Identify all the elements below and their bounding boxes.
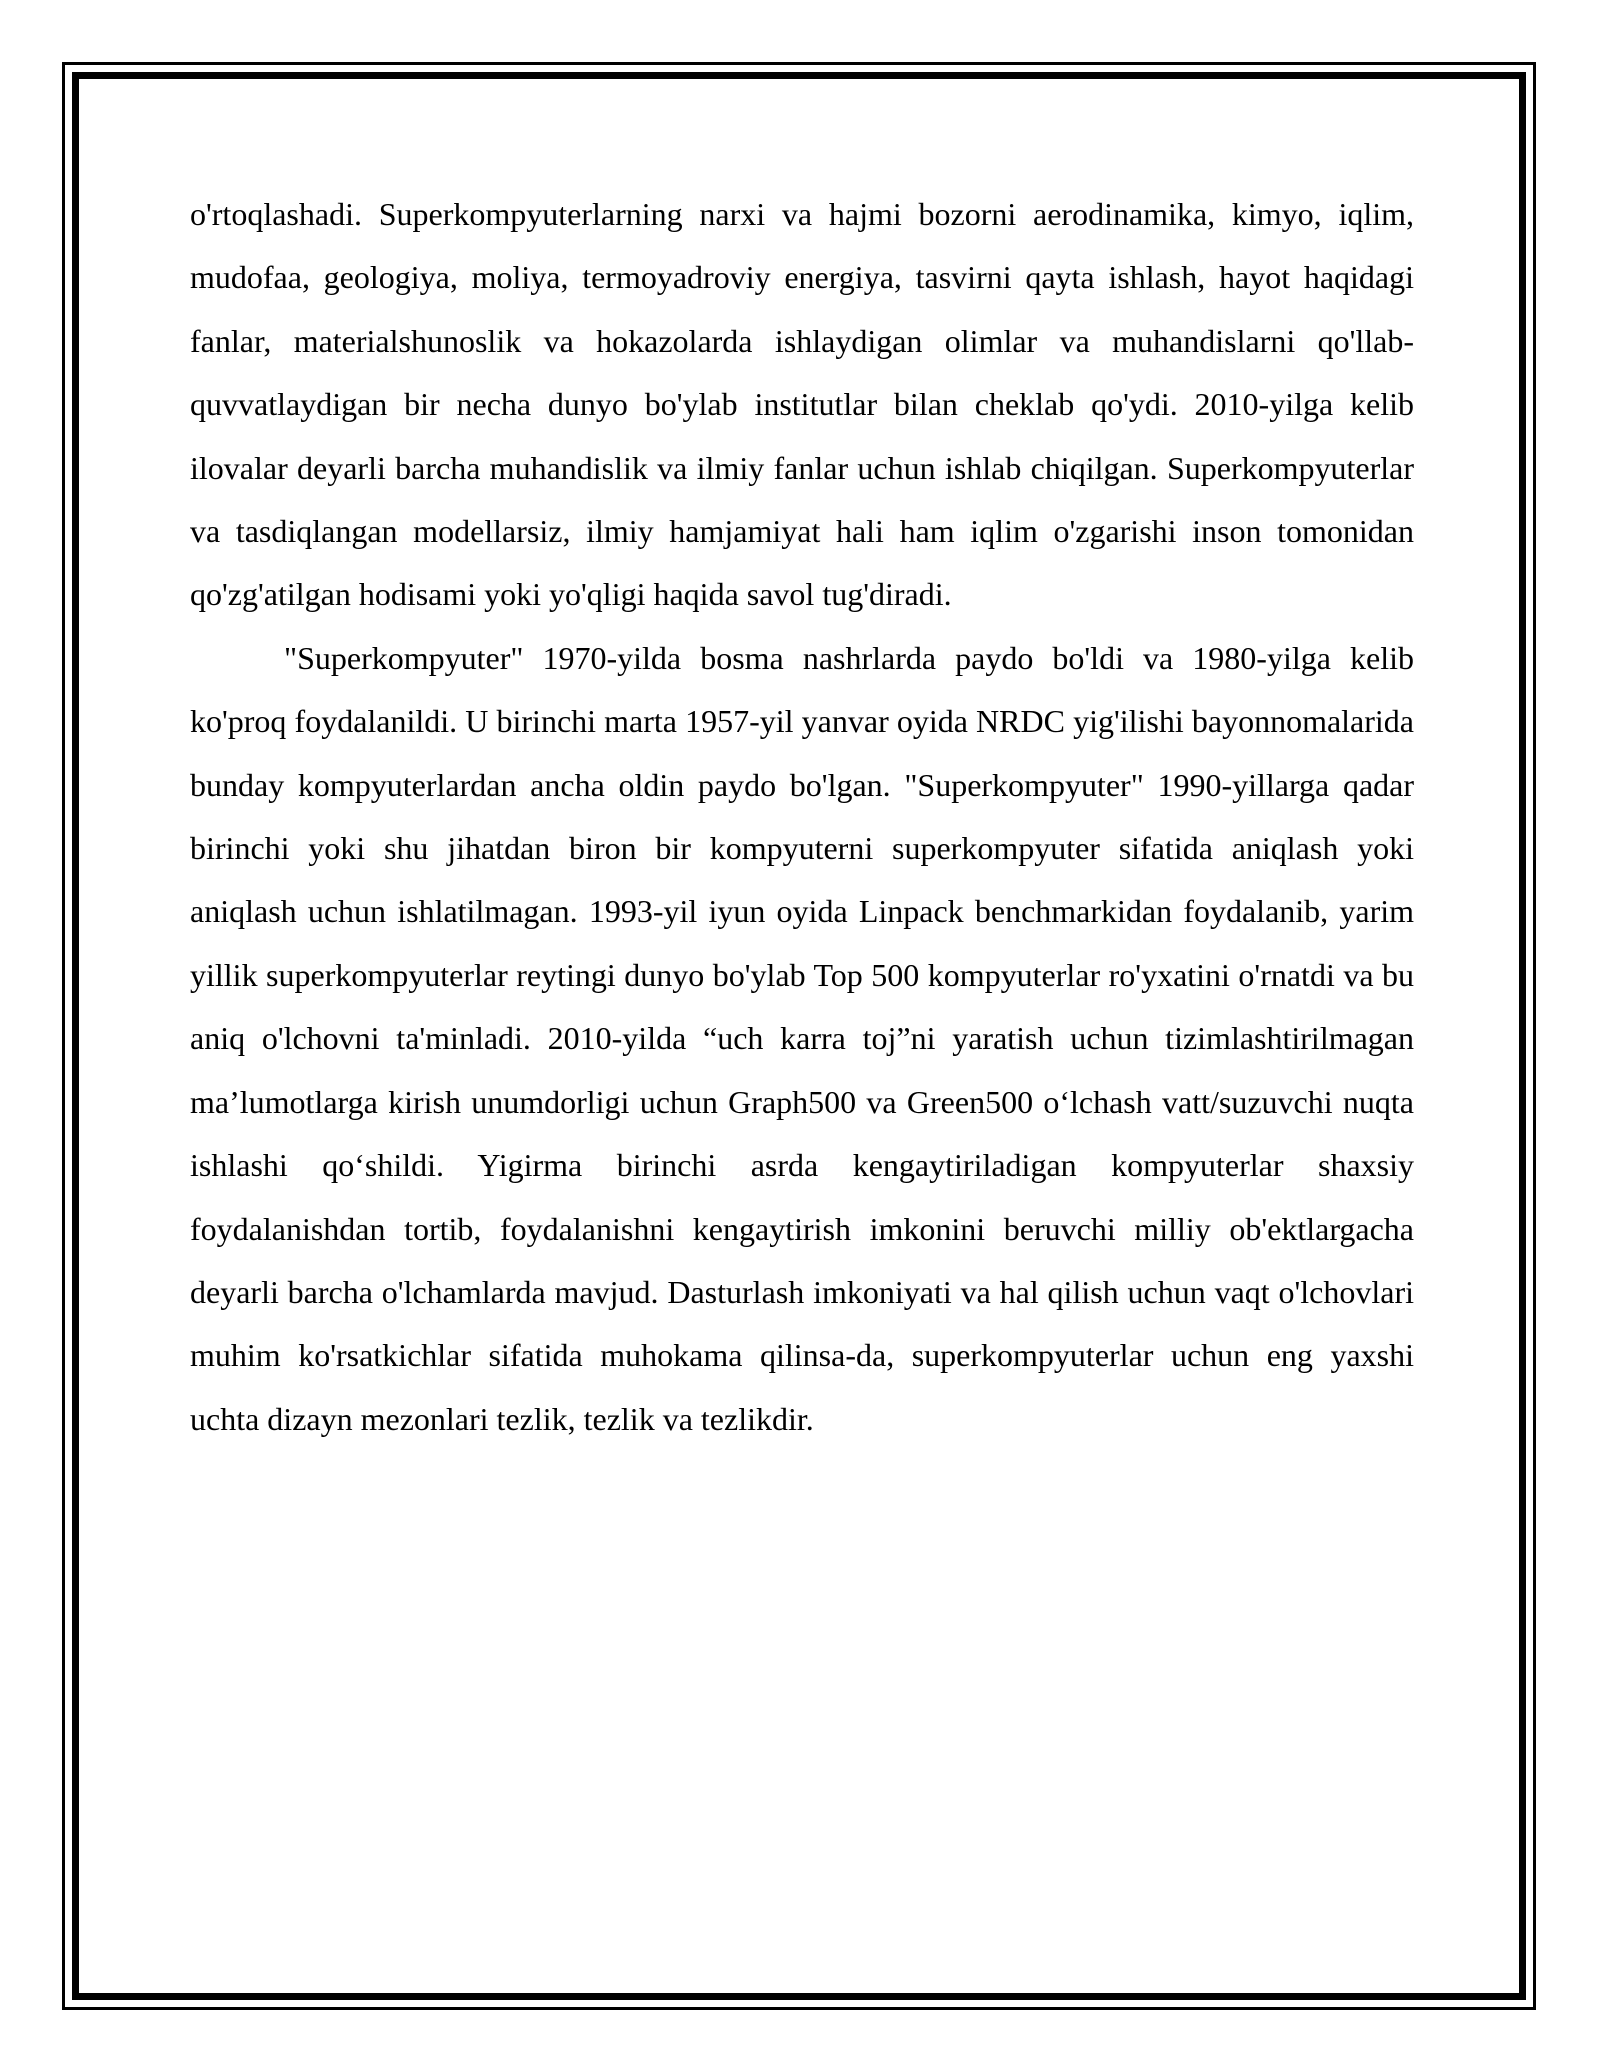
document-body [190, 183, 1414, 1451]
paragraph-continuation: o'rtoqlashadi. Superkompyuterlarning narxi va hajmi bozorni aerodinamika, kimyo, iqlim, mudofaa, geologiya, moliya, termoyadroviy energiya, tasvirni qayta ishlash, hayot haqidagi fanlar, materialshunoslik va hokazolarda ishlaydigan olimlar va muhandislarni qo'llab-quvvatlaydigan bir necha dunyo bo'ylab institutlar bilan cheklab qo'ydi. 2010-yilga kelib ilovalar deyarli barcha muhandislik va ilmiy fanlar uchun ishlab chiqilgan. Superkompyuterlar va tasdiqlangan modellarsiz, ilmiy hamjamiyat hali ham iqlim o'zgarishi inson tomonidan qo'zg'atilgan hodisami yoki yo'qligi haqida savol tug'diradi. [190, 196, 1414, 613]
paragraph-superkompyuter-history: "Superkompyuter" 1970-yilda bosma nashrlarda paydo bo'ldi va 1980-yilga kelib ko'proq foydalanildi. U birinchi marta 1957-yil yanvar oyida NRDC yig'ilishi bayonnomalarida bunday kompyuterlardan ancha oldin paydo bo'lgan. "Superkompyuter" 1990-yillarga qadar birinchi yoki shu jihatdan biron bir kompyuterni superkompyuter sifatida aniqlash yoki aniqlash uchun ishlatilmagan. 1993-yil iyun oyida Linpack benchmarkidan foydalanib, yarim yillik superkompyuterlar reytingi dunyo bo'ylab Top 500 kompyuterlar ro'yxatini o'rnatdi va bu aniq o'lchovni ta'minladi. 2010-yilda “uch karra toj”ni yaratish uchun tizimlashtirilmagan ma’lumotlarga kirish unumdorligi uchun Graph500 va Green500 o‘lchash vatt/suzuvchi nuqta ishlashi qo‘shildi. Yigirma birinchi asrda kengaytiriladigan kompyuterlar shaxsiy foydalanishdan tortib, foydalanishni kengaytirish imkonini beruvchi milliy ob'ektlargacha deyarli barcha o'lchamlarda mavjud. Dasturlash imkoniyati va hal qilish uchun vaqt o'lchovlari muhim ko'rsatkichlar sifatida muhokama qilinsa-da, superkompyuterlar uchun eng yaxshi uchta dizayn mezonlari tezlik, tezlik va tezlikdir. [190, 639, 1414, 1437]
